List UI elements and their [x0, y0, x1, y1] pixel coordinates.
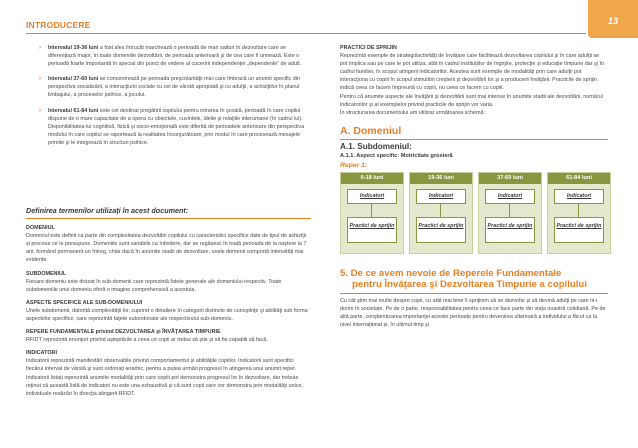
section-5-line-1: 5. De ce avem nevoie de Reperele Fundamentale: [340, 267, 562, 279]
interval-bullet: [26, 44, 311, 68]
practices-text-2: Pentru că anumite aspecte ale învăţării şi dezvoltării sunt mai intense în anumite stadii ale dezvoltării, numărul indicatorilor şi al exemplelor privind practicile de sprijin vor varia.: [340, 93, 603, 108]
age-header: 61-84 luni: [548, 173, 610, 184]
bullet-text: este cel destinat pregătirii copilului pentru intrarea în şcoală, perioadă în care copilul dispune de o mare capacitate de a opera cu obiectele, cuvintele, ideile şi relaţiile interumane (în cadrul lui). Disponibilitatea lui cognitivă, fizică şi socio-emoţională este diferită de perioadele anterioare din perspectiva modului în care copilul se raportează la realitatea înconjurătoare, prin modul în care procesează mesajele primite şi le integrează în structuri psihice.: [48, 107, 305, 146]
connector-line: [371, 203, 372, 217]
interval-bullet: [26, 75, 311, 99]
structure-diagram: [340, 172, 608, 254]
age-column: [409, 172, 473, 254]
term-text: RFIDT reprezintă enunţuri privind aşteptările a ceea ce copii ar trebui să ştie şi să fie capabili să facă.: [26, 337, 268, 344]
indicator-box: Indicatori: [416, 189, 466, 204]
practices-title: PRACTICI DE SPRIJIN: [340, 45, 397, 51]
bullet-lead: Intervalul 19-36 luni: [48, 45, 99, 51]
term-text: Fiecare domeniu este divizat în sub-domenii care reprezintă fatete generale ale domeniului respectiv. Toate subdomeniile unui domeniu oferă o imagine comprehensivă a acestuia.: [26, 278, 282, 293]
term-title: ASPECTE SPECIFICE ALE SUB-DOMENIULUI: [26, 299, 143, 306]
chevron-right-icon: ›: [39, 107, 41, 114]
age-column: [547, 172, 611, 254]
term-text: Unele subdomenii, datorită complexităţii lor, cuprind o detaliere în categorii distincte de cunoştinţe şi abilităţi sub forma aspectelor specifice, care reprezintă faţete subordonate ale respectivului sub-domeniu.: [26, 307, 308, 322]
age-header: 37-60 luni: [479, 173, 541, 184]
age-header: 0-18 luni: [341, 173, 403, 184]
reper-label: Reper 1:: [340, 161, 368, 169]
header-divider: [26, 33, 586, 34]
practice-box: Practici de sprijin: [554, 217, 604, 243]
age-column: [340, 172, 404, 254]
section-a1-heading: A.1. Subdomeniul:: [340, 141, 412, 151]
section-a11-heading: A.1.1. Aspect specific: Motricitate grosieră: [340, 152, 453, 159]
bullet-text: a fost ales întrucât marchează o perioadă de mari salturi în dezvoltare care se diferenţiază major, în toate domeniile dezvoltării, de perioada anterioară şi de cea care îi urmează. Este o perioadă foarte importantă în special din punct de vedere al cuceririi independenţei „dependente” de adult.: [48, 45, 302, 68]
section-5-heading: [340, 268, 608, 294]
connector-line: [578, 203, 579, 217]
left-column: [26, 44, 311, 401]
section-5-line-2: pentru Învăţarea şi Dezvoltarea Timpurie a copilului: [352, 279, 587, 291]
indicator-box: Indicatori: [554, 189, 604, 204]
age-column: [478, 172, 542, 254]
indicator-box: Indicatori: [485, 189, 535, 204]
bullet-lead: Intervalul 61-84 luni: [48, 107, 99, 114]
term-title: DOMENIUL: [26, 225, 55, 232]
section-5-text: Cu cât ştim mai multe despre copii, cu atât mai bine îi sprijinim să se dezvolte şi să devină adulţi pe care ni-i dorim în societate. Pe de o parte, responsabilitatea pentru ceea ce face parte din viaţa noastră cotidiană. Pe de altă parte, conştientizarea importanţei acestei perioade pentru devenirea ulterioară a individului a făcut ca la nivel internaţional şi, în ultimul timp şi: [340, 297, 606, 329]
indicator-box: Indicatori: [347, 189, 397, 204]
practices-text: Reprezintă exemple de strategii/activităţi de învăţare care facilitează dezvoltarea copilului şi în care adulţii se pot implica sau pe care le pot utiliza, atât în cadrul instituţiilor de îngrijire, protecţie şi educaţie timpurie dar şi în cadrul familiei, în scopul atingerii indicatorilor. Acestea sunt exemple de modalităţi prin care adulţii pot interacţiona cu copiii în scopul stimulării creşterii şi dezvoltării lor şi a producerii învăţării. Practicile de sprijin indică ceea ce facem împreună cu copiii, nu ceea ce facem cu copiii.: [340, 53, 604, 92]
connector-line: [440, 203, 441, 217]
section-header: INTRODUCERE: [26, 20, 91, 30]
bullet-lead: Intervalul 37-60 luni: [48, 76, 99, 83]
bullet-text: se concentrează pe perioada preşcolarităţii mici care îmbracă un anumit specific din perspectiva socializării, a interacţiunii sociale cu cei de vârstă apropiată şi cu adulţii, a achiziţiilor în planul limbajului, a proceselor psihice, a jocului.: [48, 76, 300, 99]
practice-box: Practici de sprijin: [416, 217, 466, 243]
connector-line: [509, 203, 510, 217]
practice-box: Practici de sprijin: [485, 217, 535, 243]
term-text: Domeniul este definit ca parte din complexitatea dezvoltării copilului cu caracteristici specifice date de tipul de achiziţii şi procese ce le presupune. Domeniile sunt variabile ca întindere, dar se regăsesc în toată perioada de la naştere la 7 ani, formând permanent un întreg, chiar dacă în anumite stadii de dezvoltare, unele domenii comportă intensităţi mai evidente.: [26, 233, 307, 264]
page-number: 13: [607, 16, 619, 27]
term-text: Indicatorii reprezintă manifestări observabile privind comportamentul şi abilităţile copiilor. Indicatorii sunt specifici fiecărui interval de vârstă şi sunt ordonaţi ierarhic, pentru a putea urmări progresul în atingerea unui anumit reper. Indicatorii listaţi reprezintă anumite modalităţi prin care copiii pot demonstra progresul lor în dezvoltare, dar trebuie reţinut că această listă de indicatori nu este una exhaustivă şi că sunt copii care vor demonstra prin modalităţi unice, individuale realizări în direcţia atingerii RFIDT.: [26, 358, 303, 397]
section-a-heading: A. Domeniul: [340, 125, 608, 140]
age-header: 19-36 luni: [410, 173, 472, 184]
term-title: INDICATORI: [26, 350, 57, 357]
term-title: REPERE FUNDAMENTALE privind DEZVOLTAREA şi ÎNVĂŢAREA TIMPURIE: [26, 329, 221, 336]
practice-box: Practici de sprijin: [347, 217, 397, 243]
term-title: SUBDOMENIUL: [26, 270, 67, 277]
chevron-right-icon: ›: [39, 76, 41, 83]
page-number-badge: [588, 0, 638, 38]
definitions-title: Definirea termenilor utilizaţi în acest document:: [26, 206, 311, 219]
structure-text: În structurarea documentului am utilizat următoarea schemă:: [340, 109, 486, 116]
right-column: [340, 44, 608, 329]
interval-bullet: [26, 107, 311, 147]
chevron-right-icon: ›: [39, 45, 41, 51]
